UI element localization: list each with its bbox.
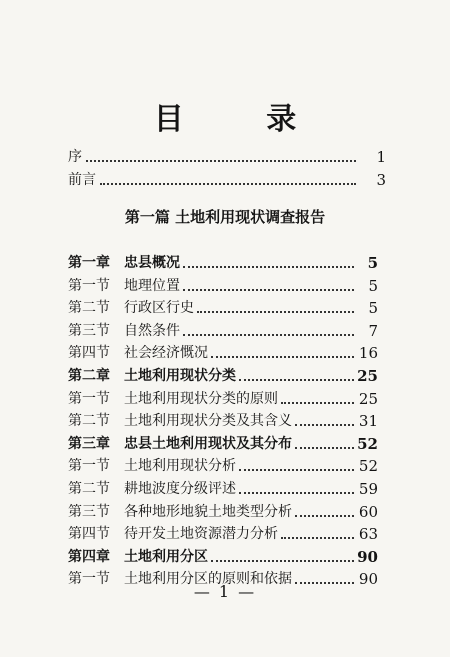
entry-title: 自然条件 xyxy=(124,323,180,339)
entry-page: 25 xyxy=(357,367,378,385)
dot-leader xyxy=(281,537,354,539)
entry-title: 各种地形地貌土地类型分析 xyxy=(124,504,292,520)
dot-leader xyxy=(281,402,354,404)
chapter-entry xyxy=(0,252,450,274)
entry-number: 第四章 xyxy=(68,549,110,565)
entry-title: 土地利用现状分类 xyxy=(124,368,236,384)
entry-title: 土地利用现状分类及其含义 xyxy=(124,413,292,429)
entry-number: 第三节 xyxy=(68,504,110,520)
section-entry xyxy=(0,501,450,523)
section-entry xyxy=(0,297,450,319)
entry-number: 第一节 xyxy=(68,458,110,474)
entry-title: 土地利用现状分析 xyxy=(124,458,236,474)
entry-page: 59 xyxy=(358,480,378,498)
section-entry xyxy=(0,455,450,477)
dot-leader xyxy=(239,469,354,471)
entry-number: 第三章 xyxy=(68,436,110,452)
front-matter-page: 1 xyxy=(376,148,386,166)
dot-leader xyxy=(183,289,354,291)
entry-title: 社会经济慨况 xyxy=(124,345,208,361)
page-title: 目 录 xyxy=(153,102,333,137)
page-number-footer: — 1 — xyxy=(193,582,257,601)
entry-title: 忠县概况 xyxy=(124,255,180,271)
entry-page: 5 xyxy=(368,277,378,295)
entry-number: 第三节 xyxy=(68,323,110,339)
dot-leader xyxy=(183,266,354,268)
section-entry xyxy=(0,320,450,342)
entry-number: 第一节 xyxy=(68,391,110,407)
entry-page: 60 xyxy=(358,503,378,521)
entry-title: 待开发土地资源潜力分析 xyxy=(124,526,278,542)
dot-leader xyxy=(100,183,356,185)
entry-number: 第一章 xyxy=(68,255,110,271)
entry-number: 第四节 xyxy=(68,345,110,361)
front-matter-page: 3 xyxy=(376,171,386,189)
section-entry xyxy=(0,523,450,545)
dot-leader xyxy=(295,447,354,449)
entry-number: 第二节 xyxy=(68,413,110,429)
entry-page: 31 xyxy=(358,412,378,430)
entry-page: 16 xyxy=(358,344,378,362)
entry-number: 第二章 xyxy=(68,368,110,384)
entry-title: 地理位置 xyxy=(124,278,180,294)
entry-number: 第二节 xyxy=(68,481,110,497)
dot-leader xyxy=(295,424,354,426)
section-entry xyxy=(0,410,450,432)
front-matter-label: 前言 xyxy=(68,172,96,188)
dot-leader xyxy=(86,160,356,162)
entry-page: 5 xyxy=(367,254,378,272)
dot-leader xyxy=(197,311,354,313)
front-matter-label: 序 xyxy=(68,149,82,165)
entry-page: 52 xyxy=(358,457,378,475)
section-entry xyxy=(0,388,450,410)
entry-page: 5 xyxy=(368,299,378,317)
entry-title: 耕地波度分级评述 xyxy=(124,481,236,497)
section-entry xyxy=(0,342,450,364)
chapter-entry xyxy=(0,365,450,387)
entry-title: 土地利用分区的原则和依据 xyxy=(124,571,292,587)
dot-leader xyxy=(239,379,354,381)
entry-page: 52 xyxy=(357,435,378,453)
entry-title: 土地利用现状分类的原则 xyxy=(124,391,278,407)
entry-number: 第一节 xyxy=(68,571,110,587)
chapter-entry xyxy=(0,546,450,568)
entry-page: 7 xyxy=(368,322,378,340)
section-entry xyxy=(0,478,450,500)
entry-number: 第四节 xyxy=(68,526,110,542)
section-entry xyxy=(0,275,450,297)
entry-number: 第一节 xyxy=(68,278,110,294)
dot-leader xyxy=(295,515,354,517)
entry-title: 忠县土地利用现状及其分布 xyxy=(124,436,292,452)
part-heading: 第一篇 土地利用现状调查报告 xyxy=(124,208,326,226)
entry-page: 90 xyxy=(358,570,378,588)
dot-leader xyxy=(211,356,354,358)
dot-leader xyxy=(183,334,354,336)
entry-page: 90 xyxy=(357,548,378,566)
front-matter-row xyxy=(0,169,450,191)
entry-title: 土地利用分区 xyxy=(124,549,208,565)
entry-page: 63 xyxy=(358,525,378,543)
entry-title: 行政区行史 xyxy=(124,300,194,316)
chapter-entry xyxy=(0,433,450,455)
entry-page: 25 xyxy=(358,390,378,408)
entry-number: 第二节 xyxy=(68,300,110,316)
front-matter-row xyxy=(0,146,450,168)
dot-leader xyxy=(211,560,354,562)
dot-leader xyxy=(239,492,354,494)
